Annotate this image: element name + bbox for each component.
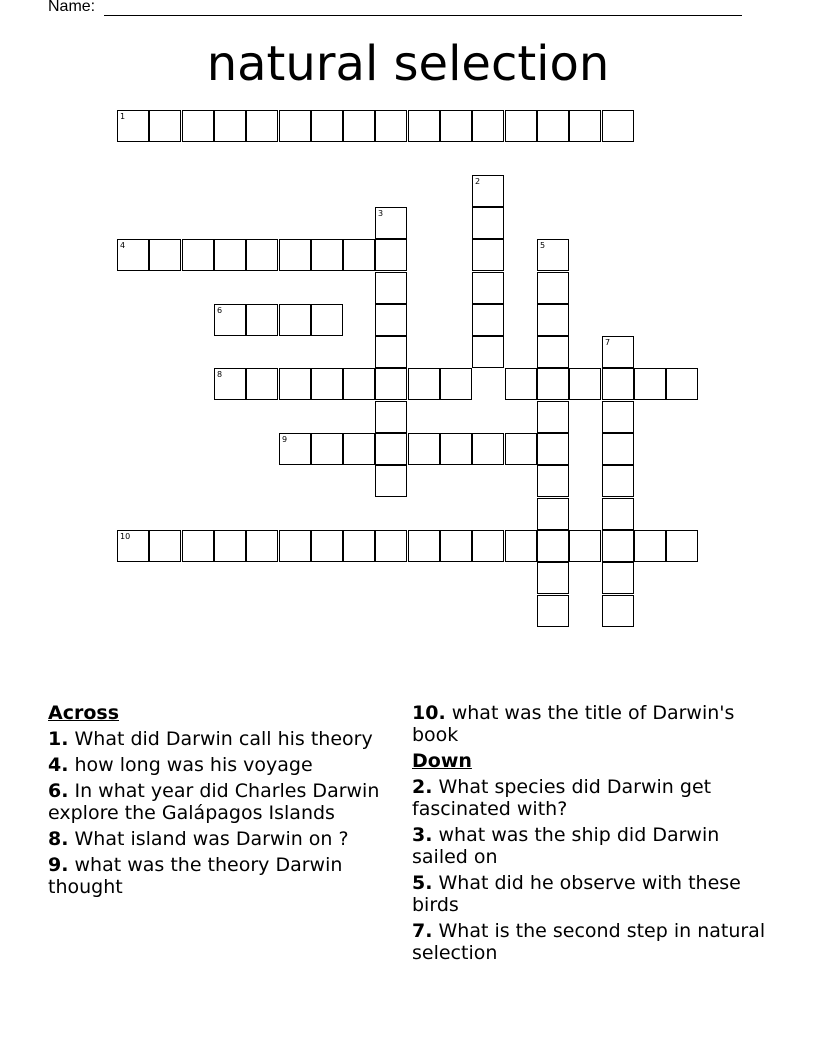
grid-cell[interactable]: [375, 272, 407, 304]
grid-cell[interactable]: [569, 530, 601, 562]
grid-cell[interactable]: [311, 368, 343, 400]
grid-cell[interactable]: [375, 368, 407, 400]
grid-cell[interactable]: [602, 562, 634, 594]
clue-number: 9.: [48, 854, 69, 876]
grid-cell[interactable]: [343, 433, 375, 465]
grid-cell[interactable]: [117, 239, 149, 271]
grid-cell[interactable]: [408, 433, 440, 465]
clues-column-left: [48, 702, 384, 902]
grid-cell[interactable]: [149, 239, 181, 271]
grid-cell[interactable]: [246, 304, 278, 336]
grid-cell[interactable]: [472, 304, 504, 336]
grid-cell[interactable]: [214, 239, 246, 271]
grid-cell[interactable]: [505, 110, 537, 142]
clue-number-label: 6: [217, 306, 223, 315]
grid-cell[interactable]: [602, 368, 634, 400]
clue-text: What species did Darwin get fascinated with?: [412, 776, 712, 820]
clue-number: 2.: [412, 776, 433, 798]
grid-cell[interactable]: [246, 368, 278, 400]
clue-text: what was the title of Darwin's book: [412, 702, 735, 746]
grid-cell[interactable]: [343, 239, 375, 271]
grid-cell[interactable]: [537, 272, 569, 304]
grid-cell[interactable]: [602, 498, 634, 530]
grid-cell[interactable]: [343, 530, 375, 562]
grid-cell[interactable]: [279, 433, 311, 465]
grid-cell[interactable]: [472, 433, 504, 465]
clue-number: 8.: [48, 828, 69, 850]
grid-cell[interactable]: [537, 239, 569, 271]
grid-cell[interactable]: [537, 401, 569, 433]
grid-cell[interactable]: [375, 239, 407, 271]
grid-cell[interactable]: [214, 304, 246, 336]
grid-cell[interactable]: [537, 530, 569, 562]
clue-text: What did he observe with these birds: [412, 872, 741, 916]
grid-cell[interactable]: [214, 530, 246, 562]
grid-cell[interactable]: [602, 433, 634, 465]
grid-cell[interactable]: [537, 595, 569, 627]
grid-cell[interactable]: [472, 530, 504, 562]
grid-cell[interactable]: [311, 433, 343, 465]
grid-cell[interactable]: [472, 207, 504, 239]
clue-text: how long was his voyage: [74, 754, 313, 776]
grid-cell[interactable]: [537, 110, 569, 142]
grid-cell[interactable]: [375, 207, 407, 239]
grid-cell[interactable]: [408, 368, 440, 400]
clue-down-3: [412, 824, 772, 868]
clue-number-label: 5: [540, 241, 546, 250]
grid-cell[interactable]: [311, 110, 343, 142]
grid-cell[interactable]: [472, 272, 504, 304]
grid-cell[interactable]: [569, 110, 601, 142]
clue-number: 10.: [412, 702, 446, 724]
grid-cell[interactable]: [375, 110, 407, 142]
grid-cell[interactable]: [279, 239, 311, 271]
grid-cell[interactable]: [602, 336, 634, 368]
grid-cell[interactable]: [375, 401, 407, 433]
grid-cell[interactable]: [182, 110, 214, 142]
grid-cell[interactable]: [117, 110, 149, 142]
grid-cell[interactable]: [602, 595, 634, 627]
grid-cell[interactable]: [279, 530, 311, 562]
clue-text: What island was Darwin on ?: [74, 828, 349, 850]
clue-number-label: 8: [217, 370, 223, 379]
across-heading: Across: [48, 702, 120, 724]
grid-cell[interactable]: [602, 530, 634, 562]
grid-cell[interactable]: [246, 110, 278, 142]
grid-cell[interactable]: [537, 336, 569, 368]
grid-cell[interactable]: [634, 368, 666, 400]
grid-cell[interactable]: [343, 368, 375, 400]
grid-cell[interactable]: [149, 110, 181, 142]
clue-down-7: [412, 920, 772, 964]
clue-number: 6.: [48, 780, 69, 802]
clue-across-6: [48, 780, 384, 824]
clue-across-4: [48, 754, 384, 776]
clue-text: What is the second step in natural selection: [412, 920, 766, 964]
clue-number-label: 10: [120, 532, 131, 541]
clue-down-5: [412, 872, 772, 916]
clue-number-label: 7: [605, 338, 611, 347]
grid-cell[interactable]: [602, 110, 634, 142]
grid-cell[interactable]: [246, 530, 278, 562]
grid-cell[interactable]: [279, 304, 311, 336]
grid-cell[interactable]: [602, 465, 634, 497]
grid-cell[interactable]: [117, 530, 149, 562]
grid-cell[interactable]: [182, 239, 214, 271]
grid-cell[interactable]: [440, 433, 472, 465]
grid-cell[interactable]: [311, 530, 343, 562]
clue-across-8: [48, 828, 384, 850]
clue-number-label: 3: [378, 209, 384, 218]
clue-number-label: 4: [120, 241, 126, 250]
grid-cell[interactable]: [634, 530, 666, 562]
clue-text: what was the ship did Darwin sailed on: [412, 824, 720, 868]
grid-cell[interactable]: [569, 368, 601, 400]
grid-cell[interactable]: [666, 368, 698, 400]
grid-cell[interactable]: [666, 530, 698, 562]
grid-cell[interactable]: [375, 433, 407, 465]
grid-cell[interactable]: [214, 110, 246, 142]
grid-cell[interactable]: [440, 530, 472, 562]
grid-cell[interactable]: [537, 498, 569, 530]
grid-cell[interactable]: [182, 530, 214, 562]
clue-number-label: 2: [475, 177, 481, 186]
grid-cell[interactable]: [537, 465, 569, 497]
grid-cell[interactable]: [408, 110, 440, 142]
grid-cell[interactable]: [375, 530, 407, 562]
grid-cell[interactable]: [537, 562, 569, 594]
grid-cell[interactable]: [505, 368, 537, 400]
grid-cell[interactable]: [440, 368, 472, 400]
grid-cell[interactable]: [149, 530, 181, 562]
grid-cell[interactable]: [602, 401, 634, 433]
clue-number: 4.: [48, 754, 69, 776]
clue-number: 3.: [412, 824, 433, 846]
grid-cell[interactable]: [472, 175, 504, 207]
clue-number: 7.: [412, 920, 433, 942]
down-heading: Down: [412, 750, 472, 772]
grid-cell[interactable]: [375, 465, 407, 497]
clue-text: what was the theory Darwin thought: [48, 854, 343, 898]
clue-across-10: [412, 702, 772, 746]
clue-text: What did Darwin call his theory: [74, 728, 373, 750]
page-title: natural selection: [206, 36, 610, 92]
grid-cell[interactable]: [408, 530, 440, 562]
name-label: Name:: [48, 0, 96, 15]
clue-text: In what year did Charles Darwin explore the Galápagos Islands: [48, 780, 380, 824]
grid-cell[interactable]: [537, 368, 569, 400]
grid-cell[interactable]: [343, 110, 375, 142]
clue-number-label: 1: [120, 112, 126, 121]
grid-cell[interactable]: [375, 336, 407, 368]
grid-cell[interactable]: [279, 110, 311, 142]
grid-cell[interactable]: [246, 239, 278, 271]
grid-cell[interactable]: [505, 433, 537, 465]
clue-down-2: [412, 776, 772, 820]
grid-cell[interactable]: [311, 239, 343, 271]
grid-cell[interactable]: [311, 304, 343, 336]
grid-cell[interactable]: [279, 368, 311, 400]
clue-number-label: 9: [282, 435, 288, 444]
grid-cell[interactable]: [472, 239, 504, 271]
clue-across-9: [48, 854, 384, 898]
grid-cell[interactable]: [537, 304, 569, 336]
grid-cell[interactable]: [440, 110, 472, 142]
grid-cell[interactable]: [472, 110, 504, 142]
clues-column-right: [412, 702, 772, 968]
grid-cell[interactable]: [472, 336, 504, 368]
grid-cell[interactable]: [375, 304, 407, 336]
clue-number: 1.: [48, 728, 69, 750]
grid-cell[interactable]: [505, 530, 537, 562]
grid-cell[interactable]: [537, 433, 569, 465]
clue-number: 5.: [412, 872, 433, 894]
clue-across-1: [48, 728, 384, 750]
grid-cell[interactable]: [214, 368, 246, 400]
